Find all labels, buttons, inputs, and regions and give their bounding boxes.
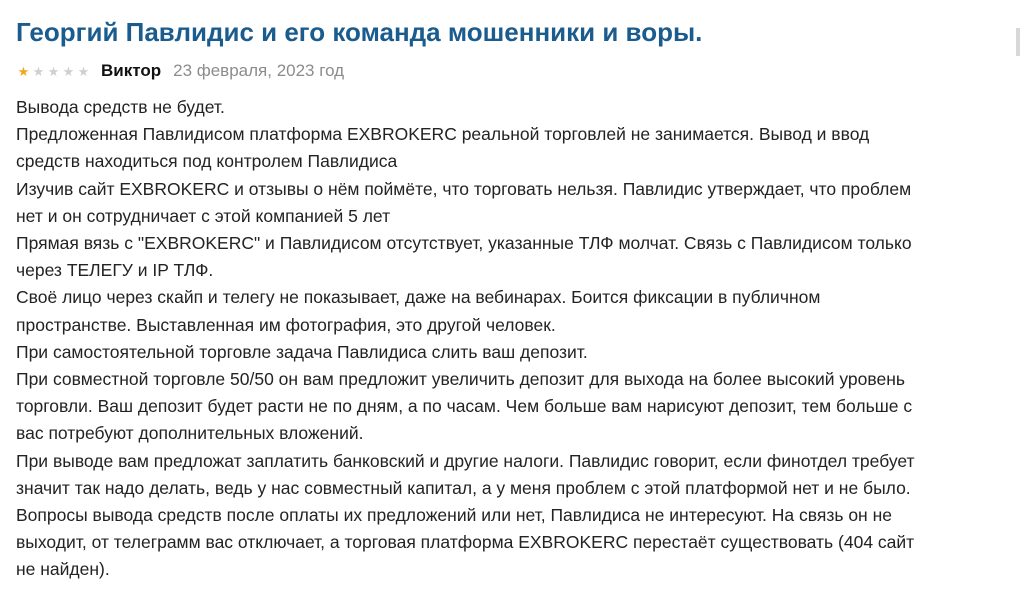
review-line: Предложенная Павлидисом платформа EXBROKERC реальной торговлей не занимается. Вывод и ввод	[16, 124, 870, 145]
review-meta	[16, 56, 1016, 86]
star-icon: ★	[62, 63, 75, 79]
review-line: Своё лицо через скайп и телегу не показывает, даже на вебинарах. Боится фиксации в публичном	[16, 287, 821, 308]
review-line: не найден).	[16, 559, 110, 580]
star-icon: ★	[77, 63, 90, 79]
review-line: Вопросы вывода средств после оплаты их предложений или нет, Павлидиса не интересуют. На связь он не	[16, 505, 892, 526]
review-card	[16, 10, 1016, 584]
star-icon: ★	[17, 63, 30, 79]
review-line: Прямая вязь с "EXBROKERC" и Павлидисом отсутствует, указанные ТЛФ молчат. Связь с Павлидисом только	[16, 233, 912, 254]
star-icon: ★	[32, 63, 45, 79]
review-line: торговли. Ваш депозит будет расти не по дням, а по часам. Чем больше вам нарисуют депозит, тем больше с	[16, 396, 913, 417]
review-body	[16, 94, 1016, 584]
page-edge-scroll-indicator	[1016, 28, 1020, 56]
review-line: Изучив сайт EXBROKERC и отзывы о нём поймёте, что торговать нельзя. Павлидис утверждает, что проблем	[16, 178, 912, 199]
review-line: вас потребуют дополнительных вложений.	[16, 423, 364, 444]
review-line: значит так надо делать, ведь у нас совместный капитал, а у меня проблем с этой платформой нет и не было.	[16, 477, 911, 498]
review-line: При самостоятельной торговле задача Павлидиса слить ваш депозит.	[16, 341, 588, 362]
star-icon: ★	[47, 63, 60, 79]
review-line: средств находиться под контролем Павлидиса	[16, 151, 398, 172]
review-title[interactable]: Георгий Павлидис и его команда мошенники и воры.	[16, 17, 703, 47]
review-date: 23 февраля, 2023 год	[173, 61, 345, 80]
review-line: Вывода средств не будет.	[16, 97, 225, 117]
rating-stars	[16, 65, 91, 78]
review-author: Виктор	[101, 61, 162, 80]
review-line: нет и он сотрудничает с этой компанией 5 лет	[16, 205, 391, 226]
review-line: При совместной торговле 50/50 он вам предложит увеличить депозит для выхода на более высокий уровень	[16, 369, 905, 390]
review-line: При выводе вам предложат заплатить банковский и другие налоги. Павлидис говорит, если финотдел требует	[16, 450, 915, 471]
review-line: через ТЕЛЕГУ и IP ТЛФ.	[16, 260, 214, 281]
review-line: пространстве. Выставленная им фотография, это другой человек.	[16, 314, 556, 335]
review-line: выходит, от телеграмм вас отключает, а торговая платформа EXBROKERC перестаёт существовать (404 сайт	[16, 532, 915, 553]
